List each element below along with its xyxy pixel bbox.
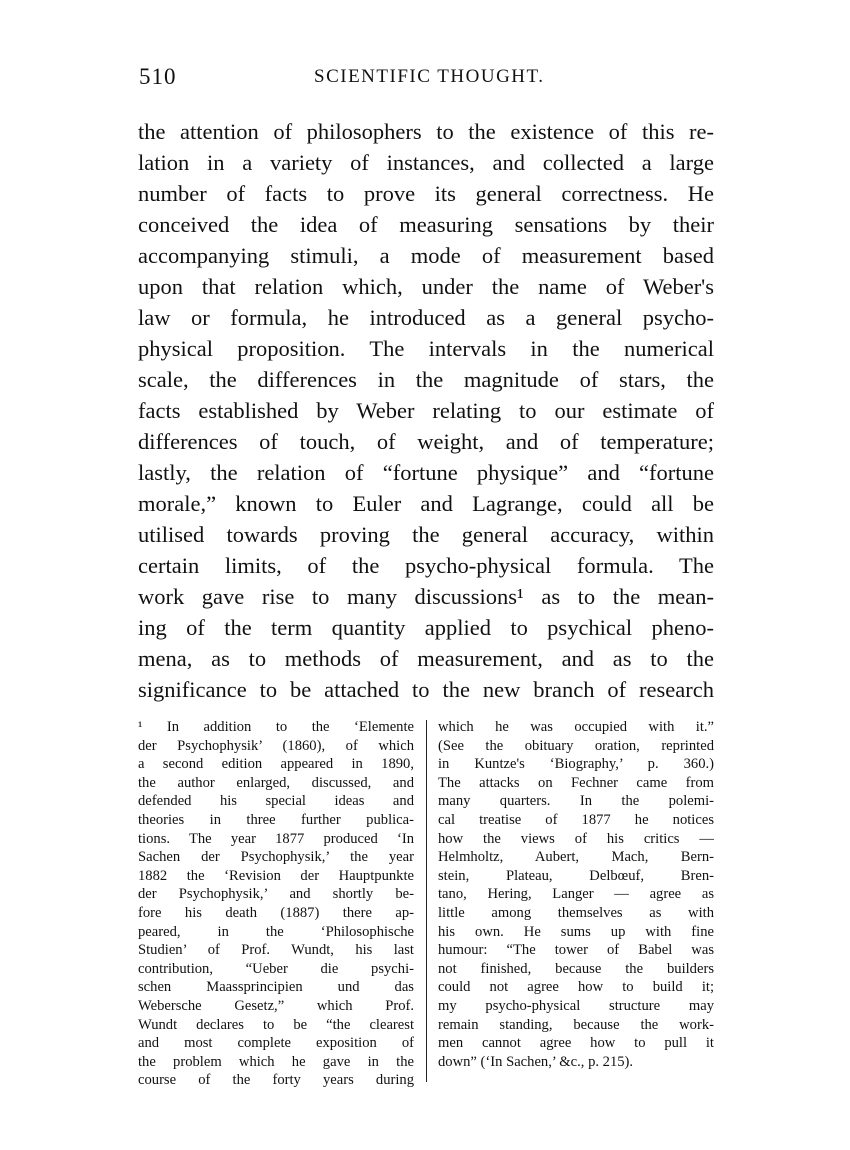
footnote-line: peared, in the ‘Philosophische [138, 923, 414, 940]
body-line: lastly, the relation of “fortune physique” and “fortune [138, 460, 714, 485]
footnote-line: 1882 the ‘Revision der Hauptpunkte [138, 867, 414, 884]
footnotes [138, 718, 714, 1089]
footnote-line: defended his special ideas and [138, 793, 414, 810]
body-line: certain limits, of the psycho-physical formula. The [138, 553, 714, 578]
footnote-line: down” (‘In Sachen,’ &c., p. 215). [438, 1053, 634, 1070]
footnote-line: fore his death (1887) there ap- [138, 904, 414, 921]
running-head: SCIENTIFIC THOUGHT. [314, 66, 545, 87]
body-line: ing of the term quantity applied to psychical pheno- [138, 615, 714, 640]
footnote-column-left [138, 718, 414, 1090]
footnote-line: Webersche Gesetz,” which Prof. [138, 997, 414, 1014]
footnote-line: schen Maassprincipien und das [138, 979, 414, 996]
footnote-line: tions. The year 1877 produced ‘In [138, 830, 414, 847]
footnote-line: der Psychophysik,’ and shortly be- [138, 886, 414, 903]
body-line: mena, as to methods of measurement, and as to the [138, 646, 714, 671]
footnote-line: remain standing, because the work- [438, 1016, 714, 1033]
body-line: lation in a variety of instances, and collected a large [138, 150, 714, 175]
body-text [138, 116, 714, 705]
footnote-line: which he was occupied with it.” [438, 719, 714, 735]
body-line: the attention of philosophers to the existence of this re- [138, 119, 714, 144]
body-line: differences of touch, of weight, and of temperature; [138, 429, 714, 454]
footnote-line: theories in three further publica- [138, 811, 414, 828]
body-line: work gave rise to many discussions¹ as to the mean- [138, 584, 714, 609]
footnote-line: der Psychophysik’ (1860), of which [138, 737, 414, 754]
footnote-line: contribution, “Ueber die psychi- [138, 960, 414, 977]
footnote-line: humour: “The tower of Babel was [438, 942, 714, 959]
footnote-column-right [438, 718, 714, 1071]
footnote-line: not finished, because the builders [438, 960, 714, 977]
body-line: physical proposition. The intervals in the numerical [138, 336, 714, 361]
footnote-line: ¹ In addition to the ‘Elemente [138, 719, 414, 735]
body-line: significance to be attached to the new branch of research [138, 677, 714, 702]
body-line: utilised towards proving the general accuracy, within [138, 522, 714, 547]
footnote-line: men cannot agree how to pull it [438, 1035, 714, 1052]
footnote-line: cal treatise of 1877 he notices [438, 811, 714, 828]
footnote-line: little among themselves as with [438, 904, 714, 921]
footnote-line: how the views of his critics — [438, 830, 714, 847]
footnote-line: tano, Hering, Langer — agree as [438, 886, 714, 903]
footnote-line: stein, Plateau, Delbœuf, Bren- [438, 867, 714, 884]
footnote-line: could not agree how to build it; [438, 979, 714, 996]
footnote-line: many quarters. In the polemi- [438, 793, 714, 810]
footnote-line: my psycho-physical structure may [438, 997, 714, 1014]
body-line: accompanying stimuli, a mode of measurement based [138, 243, 714, 268]
body-line: morale,” known to Euler and Lagrange, could all be [138, 491, 714, 516]
footnote-line: The attacks on Fechner came from [438, 774, 714, 791]
column-divider [426, 720, 427, 1082]
page-number: 510 [139, 64, 177, 89]
body-line: upon that relation which, under the name of Weber's [138, 274, 714, 299]
footnote-line: the problem which he gave in the [138, 1053, 414, 1070]
body-line: facts established by Weber relating to our estimate of [138, 398, 714, 423]
footnote-line: his own. He sums up with fine [438, 923, 714, 940]
footnote-line: Helmholtz, Aubert, Mach, Bern- [438, 849, 714, 866]
footnote-line: a second edition appeared in 1890, [138, 756, 414, 773]
footnote-line: Studien’ of Prof. Wundt, his last [138, 942, 414, 959]
footnote-line: in Kuntze's ‘Biography,’ p. 360.) [438, 756, 714, 773]
body-line: scale, the differences in the magnitude of stars, the [138, 367, 714, 392]
footnote-line: and most complete exposition of [138, 1035, 414, 1052]
footnote-line: course of the forty years during [138, 1072, 414, 1089]
footnote-line: (See the obituary oration, reprinted [438, 737, 714, 754]
body-line: law or formula, he introduced as a general psycho- [138, 305, 714, 330]
body-line: number of facts to prove its general correctness. He [138, 181, 714, 206]
body-line: conceived the idea of measuring sensations by their [138, 212, 714, 237]
footnote-line: Wundt declares to be “the clearest [138, 1016, 414, 1033]
footnote-line: the author enlarged, discussed, and [138, 774, 414, 791]
footnote-line: Sachen der Psychophysik,’ the year [138, 849, 414, 866]
